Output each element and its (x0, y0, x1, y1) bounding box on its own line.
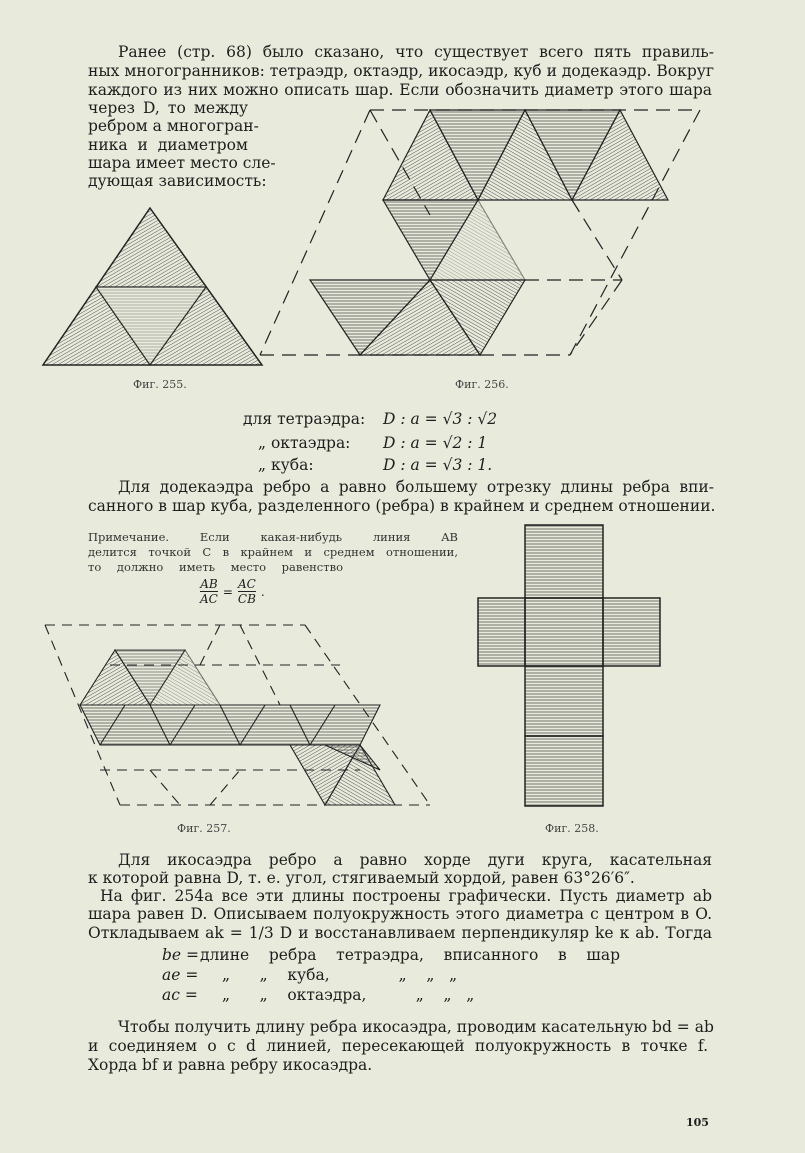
intro-line: ных многогранников: тетраэдр, октаэдр, икосаэдр, куб и додекаэдр. Вокруг (88, 62, 714, 80)
edge-lhs: ae = (162, 966, 199, 984)
side-line: через D, то между (88, 99, 248, 117)
icosahedron-line: к которой равна D, т. е. угол, стягиваемый хордой, равен 63°26′6″. (88, 869, 635, 887)
figure-caption: Фиг. 256. (455, 378, 509, 391)
note-formula: $\frac{AB}{AC}$ = $\frac{AC}{CB}$ . (200, 577, 265, 606)
numerator: AC (237, 577, 256, 591)
numerator: AB (200, 577, 218, 591)
figure-255-tetrahedron-net (40, 205, 280, 370)
final-line: и соединяем o с d линией, пересекающей полуокружность в точке f. (88, 1037, 708, 1055)
final-line: Чтобы получить длину ребра икосаэдра, проводим касательную bd = ab (118, 1018, 714, 1036)
edge-text: „ „ куба, „ „ „ (222, 966, 458, 984)
figure-257-icosahedron-net (40, 620, 440, 810)
formula-expression: D : a = √2 : 1 (383, 434, 488, 452)
side-line: ребром a многогран- (88, 117, 259, 135)
formula-expression: D : a = √3 : 1. (383, 456, 493, 474)
edge-text: длине ребра тетраэдра, вписанного в шар (200, 946, 620, 964)
side-line: шара имеет место сле- (88, 154, 276, 172)
figure-caption: Фиг. 255. (133, 378, 187, 391)
note-line: то должно иметь место равенство (88, 560, 343, 574)
note-line: делится точкой C в крайнем и среднем отношении, (88, 545, 458, 559)
formula-label: для тетраэдра: (243, 410, 366, 428)
figure-258-cube-net (475, 522, 665, 810)
formula-label: „ октаэдра: (258, 434, 351, 452)
icosahedron-line: Откладываем ak = 1/3 D и восстанавливаем перпендикуляр ke к ab. Тогда (88, 924, 712, 942)
figure-caption: Фиг. 258. (545, 822, 599, 835)
icosahedron-line: На фиг. 254a все эти длины построены графически. Пусть диаметр ab (100, 887, 712, 905)
intro-line: Ранее (стр. 68) было сказано, что существует всего пять правиль- (118, 43, 714, 61)
icosahedron-line: Для икосаэдра ребро a равно хорде дуги круга, касательная (118, 851, 712, 869)
edge-text: „ „ октаэдра, „ „ „ (222, 986, 475, 1004)
denominator: AC (200, 592, 218, 606)
dodecahedron-line: Для додекаэдра ребро a равно большему отрезку длины ребра впи- (118, 478, 714, 496)
page-number: 105 (686, 1116, 709, 1129)
final-line: Хорда bf и равна ребру икосаэдра. (88, 1056, 373, 1074)
formula-expression: D : a = √3 : √2 (383, 410, 498, 428)
edge-lhs: be = (162, 946, 200, 964)
formula-label: „ куба: (258, 456, 314, 474)
figure-caption: Фиг. 257. (177, 822, 231, 835)
denominator: CB (237, 592, 256, 606)
figure-256-octahedron-net (250, 105, 710, 365)
side-line: дующая зависимость: (88, 172, 267, 190)
dodecahedron-line: санного в шар куба, разделенного (ребра) в крайнем и среднем отношении. (88, 497, 716, 515)
intro-line: каждого из них можно описать шар. Если обозначить диаметр этого шара (88, 81, 712, 99)
side-line: ника и диаметром (88, 136, 248, 154)
icosahedron-line: шара равен D. Описываем полуокружность этого диаметра с центром в O. (88, 905, 712, 923)
edge-lhs: ac = (162, 986, 198, 1004)
note-line: Примечание. Если какая-нибудь линия AB (88, 530, 458, 544)
